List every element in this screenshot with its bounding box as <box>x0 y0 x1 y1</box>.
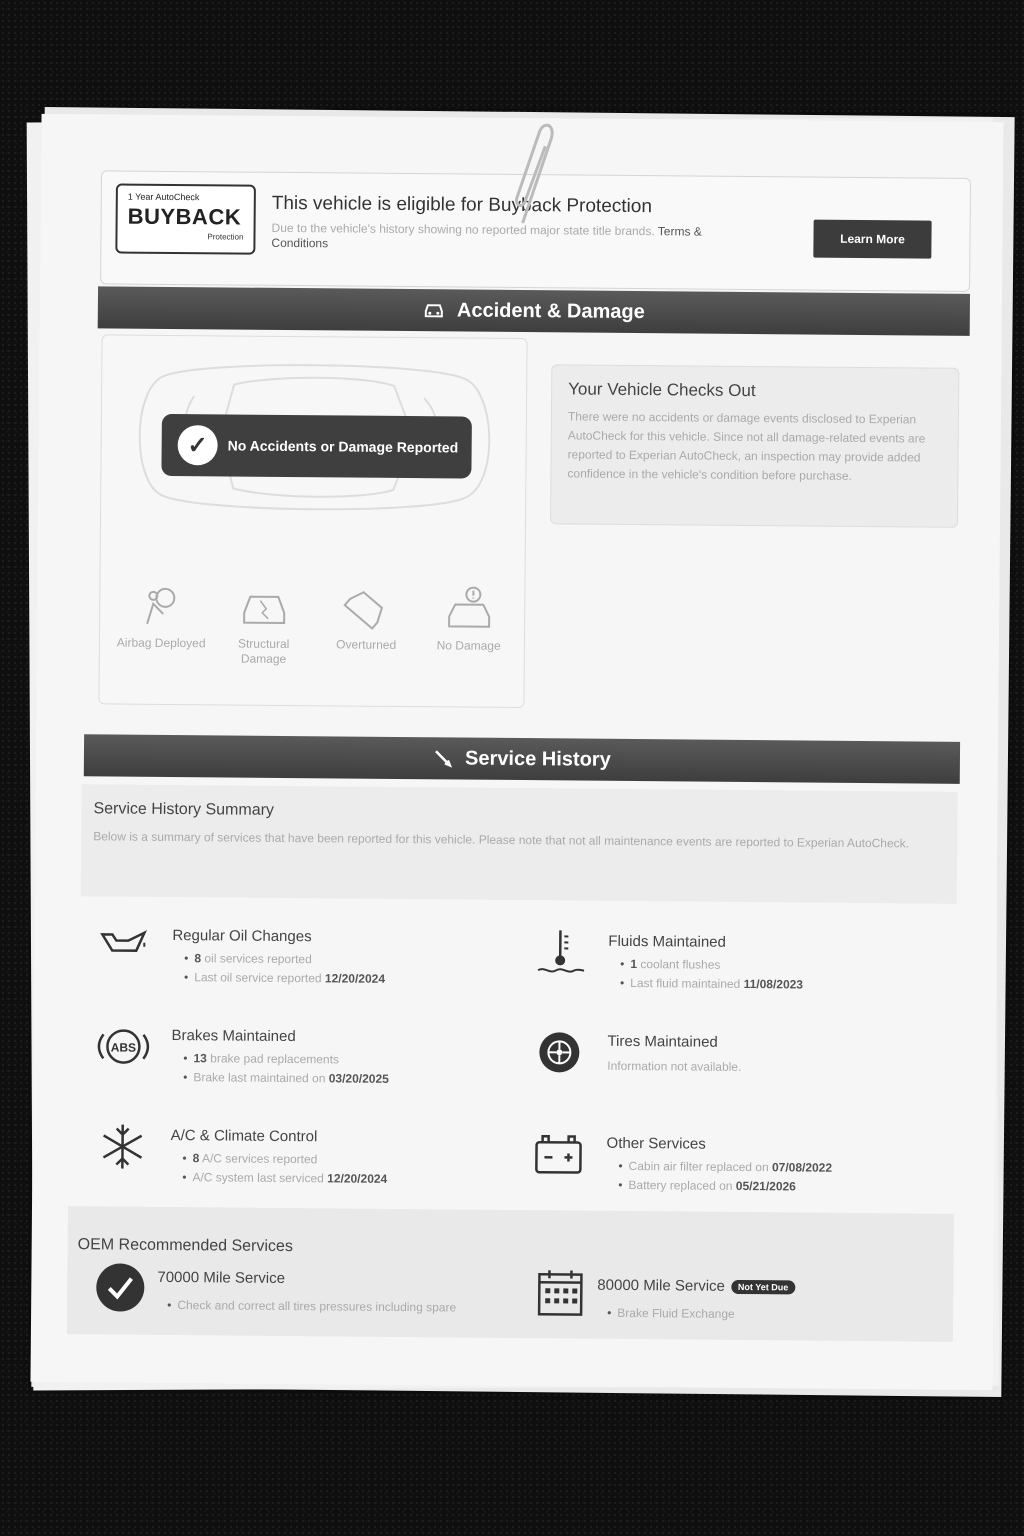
oem-recommended-services: OEM Recommended Services 70000 Mile Service • Check and correct all tires pressures including spare 80000 Mile Service Not Yet Due • Brake Fluid Exchange <box>67 1206 954 1342</box>
checkmark-icon: ✓ <box>177 425 217 465</box>
snowflake-icon <box>96 1120 148 1172</box>
service-other: Other Services • Cabin air filter replaced on 07/08/2022 • Battery replaced on 05/21/2026 <box>532 1128 913 1221</box>
car-crash-icon <box>423 301 445 319</box>
buyback-title: This vehicle is eligible for Buyback Protection <box>271 192 653 218</box>
abs-label: ABS <box>110 1040 137 1055</box>
service-history-summary: Service History Summary Below is a summary of services that have been reported for this vehicle. Please note that not all maintenance events are reported to Experian AutoCheck. <box>81 784 958 904</box>
overturned-icon <box>340 585 392 629</box>
vehicle-checks-out-panel <box>550 364 959 528</box>
buyback-logo: 1 Year AutoCheck BUYBACK Protection <box>115 183 256 254</box>
accident-damage-header: Accident & Damage <box>98 286 970 336</box>
paper-clip-icon <box>503 118 564 229</box>
learn-more-button[interactable]: Learn More <box>813 220 931 259</box>
tire-icon <box>533 1026 585 1078</box>
service-tires: Tires Maintained Information not available. <box>533 1026 914 1119</box>
service-fluids: Fluids Maintained • 1 coolant flushes • Last fluid maintained 11/08/2023 <box>534 926 915 1019</box>
damage-item-structural: Structural Damage <box>215 584 312 695</box>
not-yet-due-badge: Not Yet Due <box>731 1280 795 1295</box>
damage-item-overturned: Overturned <box>318 585 415 696</box>
autocheck-report-page <box>30 114 1003 1390</box>
calendar-icon <box>537 1268 583 1316</box>
battery-icon <box>532 1128 584 1180</box>
terms-link[interactable]: Terms & Conditions <box>271 224 702 251</box>
damage-item-airbag: Airbag Deployed <box>113 583 210 694</box>
buyback-description: Due to the vehicle's history showing no reported major state title brands. Terms & Conditions <box>271 220 702 251</box>
no-damage-icon <box>443 586 495 630</box>
damage-type-icons <box>109 583 520 697</box>
service-brakes: ABS Brakes Maintained • 13 brake pad replacements • Brake last maintained on 03/20/2025 <box>97 1020 478 1113</box>
damage-item-no-damage: No Damage <box>420 586 517 697</box>
checks-description: There were no accidents or damage events disclosed to Experian AutoCheck for this vehicle. Since not all damage-related events are reported to Experian AutoCheck, an inspection may provide added confidence in the vehicle's condition before purchase. <box>567 409 926 483</box>
structural-damage-icon <box>238 585 290 629</box>
oem-item-80000: 80000 Mile Service Not Yet Due • Brake Fluid Exchange <box>597 1277 795 1322</box>
abs-icon <box>97 1020 149 1072</box>
wrench-icon <box>433 748 453 768</box>
service-ac-climate: A/C & Climate Control • 8 A/C services reported • A/C system last serviced 12/20/2024 <box>96 1120 477 1213</box>
airbag-icon <box>139 584 183 628</box>
oem-item-70000: 70000 Mile Service • Check and correct all tires pressures including spare <box>157 1269 456 1315</box>
no-accidents-badge: ✓ No Accidents or Damage Reported <box>161 414 472 479</box>
check-circle-icon <box>95 1262 145 1312</box>
thermometer-icon <box>534 926 586 978</box>
service-oil-changes: Regular Oil Changes • 8 oil services reported • Last oil service reported 12/20/2024 <box>98 920 479 1013</box>
service-history-header: Service History <box>84 734 960 784</box>
checks-title: Your Vehicle Checks Out <box>568 379 756 401</box>
car-diagram-panel <box>98 334 527 708</box>
oil-can-icon <box>98 920 150 972</box>
